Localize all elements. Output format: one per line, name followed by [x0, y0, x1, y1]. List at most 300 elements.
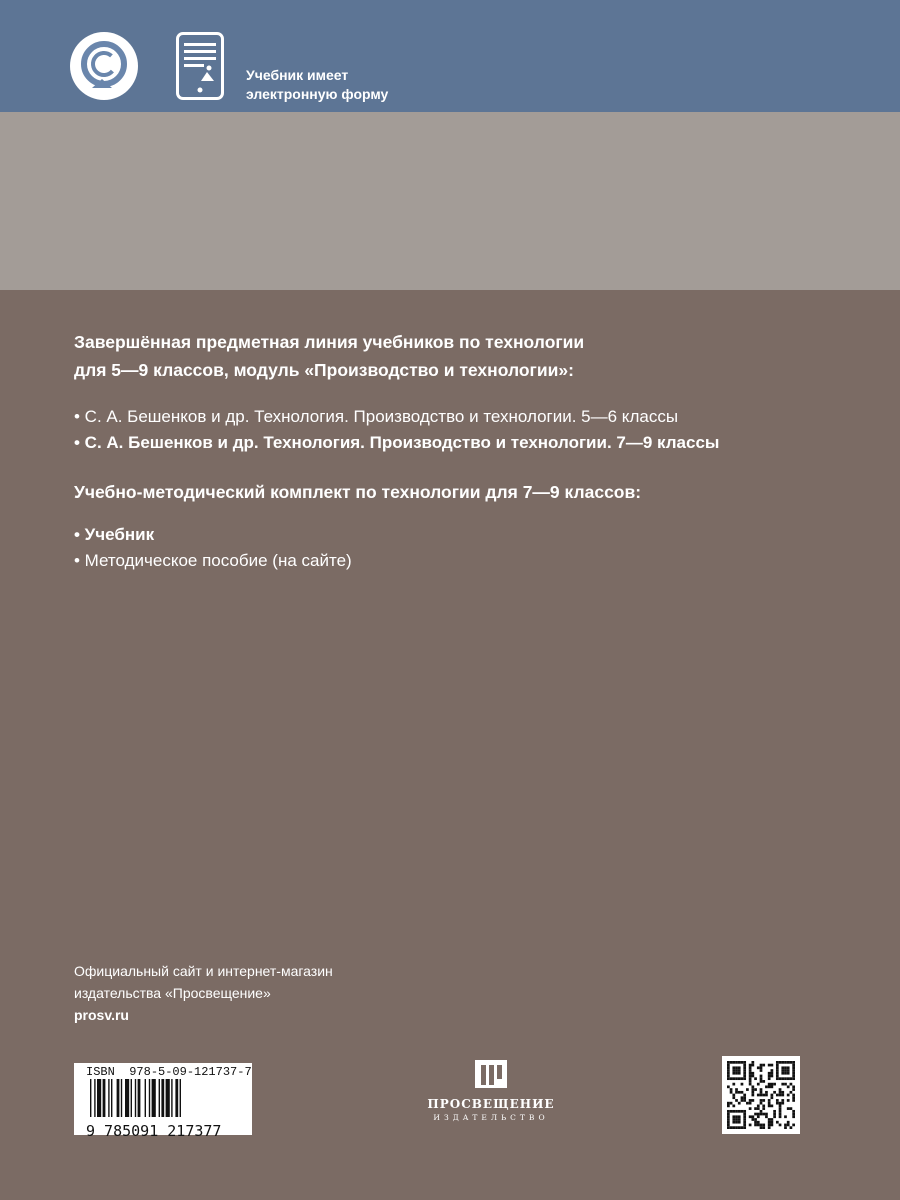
qr-cell	[751, 1118, 754, 1121]
kit-list	[74, 522, 854, 574]
qr-cell	[754, 1107, 757, 1110]
qr-cell	[749, 1077, 752, 1080]
qr-cell	[741, 1083, 744, 1086]
qr-cell	[762, 1124, 765, 1127]
qr-cell	[743, 1094, 746, 1097]
qr-finder-cell	[743, 1072, 746, 1075]
qr-cell	[765, 1091, 768, 1094]
qr-cell	[784, 1083, 787, 1086]
barcode-bar	[103, 1079, 106, 1117]
electronic-form-line-1: Учебник имеет	[246, 67, 349, 83]
qr-finder-cell	[784, 1077, 787, 1080]
qr-cell	[751, 1085, 754, 1088]
qr-finder-cell	[738, 1110, 741, 1113]
qr-cell	[776, 1102, 779, 1105]
qr-cell	[768, 1064, 771, 1067]
qr-finder-cell	[727, 1069, 730, 1072]
qr-finder-cell	[781, 1061, 784, 1064]
barcode-bar	[121, 1079, 122, 1117]
qr-cell	[751, 1091, 754, 1094]
qr-cell	[751, 1115, 754, 1118]
qr-finder-cell	[727, 1110, 730, 1113]
kit-heading: Учебно-методический комплект по технологии для 7—9 классов:	[74, 482, 642, 502]
qr-cell	[771, 1064, 774, 1067]
qr-cell	[771, 1072, 774, 1075]
qr-cell	[732, 1096, 735, 1099]
qr-finder-cell	[738, 1061, 741, 1064]
qr-cell	[727, 1102, 730, 1105]
qr-finder-cell	[790, 1077, 793, 1080]
qr-cell	[757, 1066, 760, 1069]
qr-cell	[760, 1094, 763, 1097]
qr-cell	[754, 1121, 757, 1124]
qr-cell	[768, 1102, 771, 1105]
qr-finder-cell	[738, 1118, 741, 1121]
qr-finder-cell	[787, 1061, 790, 1064]
qr-cell	[779, 1088, 782, 1091]
qr-cell	[760, 1077, 763, 1080]
qr-finder-cell	[732, 1066, 735, 1069]
qr-finder-cell	[779, 1077, 782, 1080]
qr-finder-cell	[727, 1113, 730, 1116]
qr-finder-cell	[738, 1077, 741, 1080]
publisher-logo	[406, 1060, 576, 1122]
qr-cell	[771, 1083, 774, 1086]
qr-cell	[787, 1094, 790, 1097]
qr-cell	[768, 1105, 771, 1108]
qr-finder-cell	[741, 1077, 744, 1080]
qr-finder-cell	[735, 1072, 738, 1075]
list-item: • С. А. Бешенков и др. Технология. Производство и технологии. 7—9 классы	[74, 433, 720, 452]
publisher-subtitle: ИЗДАТЕЛЬСТВО	[433, 1113, 549, 1122]
isbn-text	[86, 1065, 252, 1079]
qr-finder-cell	[776, 1064, 779, 1067]
publisher-name: ПРОСВЕЩЕНИЕ	[427, 1097, 555, 1111]
qr-cell	[749, 1083, 752, 1086]
qr-finder-cell	[732, 1115, 735, 1118]
qr-cell	[779, 1091, 782, 1094]
qr-cell	[765, 1094, 768, 1097]
qr-finder-cell	[743, 1113, 746, 1116]
qr-cell	[779, 1113, 782, 1116]
qr-finder-cell	[792, 1075, 795, 1078]
qr-cell	[784, 1115, 787, 1118]
series-heading	[74, 328, 854, 384]
qr-cell	[760, 1080, 763, 1083]
qr-cell	[762, 1099, 765, 1102]
qr-cell	[741, 1096, 744, 1099]
qr-finder-cell	[792, 1066, 795, 1069]
qr-cell	[781, 1083, 784, 1086]
qr-cell	[762, 1126, 765, 1129]
qr-finder-cell	[727, 1072, 730, 1075]
isbn-label: ISBN	[86, 1065, 115, 1079]
qr-cell	[779, 1124, 782, 1127]
site-url-link[interactable]: prosv.ru	[74, 1007, 129, 1023]
qr-finder-cell	[730, 1061, 733, 1064]
qr-cell	[749, 1075, 752, 1078]
qr-cell	[754, 1113, 757, 1116]
qr-cell	[732, 1105, 735, 1108]
qr-finder-cell	[776, 1066, 779, 1069]
list-item: • С. А. Бешенков и др. Технология. Производство и технологии. 5—6 классы	[74, 407, 679, 426]
qr-finder-cell	[727, 1121, 730, 1124]
qr-cell	[792, 1115, 795, 1118]
qr-cell	[790, 1107, 793, 1110]
qr-cell	[787, 1099, 790, 1102]
qr-finder-cell	[735, 1069, 738, 1072]
barcode-bar	[90, 1079, 91, 1117]
qr-finder-cell	[792, 1064, 795, 1067]
qr-finder-cell	[743, 1069, 746, 1072]
qr-finder-cell	[776, 1069, 779, 1072]
qr-finder-cell	[743, 1124, 746, 1127]
qr-cell	[760, 1110, 763, 1113]
qr-cell	[781, 1091, 784, 1094]
qr-cell	[735, 1091, 738, 1094]
qr-finder-cell	[730, 1110, 733, 1113]
qr-code-icon	[727, 1061, 795, 1129]
qr-cell	[773, 1115, 776, 1118]
qr-finder-cell	[741, 1110, 744, 1113]
qr-cell	[779, 1107, 782, 1110]
qr-finder-cell	[727, 1066, 730, 1069]
qr-cell	[762, 1107, 765, 1110]
qr-cell	[757, 1105, 760, 1108]
qr-finder-cell	[735, 1110, 738, 1113]
qr-cell	[787, 1124, 790, 1127]
tablet-icon	[176, 32, 224, 100]
qr-finder-cell	[727, 1077, 730, 1080]
qr-cell	[741, 1099, 744, 1102]
barcode-icon	[86, 1079, 246, 1117]
qr-cell	[743, 1096, 746, 1099]
qr-finder-cell	[784, 1066, 787, 1069]
qr-finder-cell	[738, 1072, 741, 1075]
qr-cell	[749, 1069, 752, 1072]
qr-cell	[771, 1105, 774, 1108]
qr-finder-cell	[743, 1061, 746, 1064]
qr-cell	[751, 1094, 754, 1097]
qr-cell	[760, 1091, 763, 1094]
barcode-bar	[94, 1079, 95, 1117]
barcode-bar	[180, 1079, 181, 1117]
qr-cell	[765, 1113, 768, 1116]
qr-cell	[773, 1110, 776, 1113]
qr-finder-cell	[732, 1072, 735, 1075]
barcode-bar	[138, 1079, 141, 1117]
qr-cell	[754, 1077, 757, 1080]
qr-cell	[787, 1085, 790, 1088]
qr-cell	[749, 1115, 752, 1118]
qr-cell	[762, 1064, 765, 1067]
qr-cell	[790, 1091, 793, 1094]
qr-cell	[749, 1064, 752, 1067]
qr-cell	[749, 1099, 752, 1102]
qr-cell	[743, 1099, 746, 1102]
barcode-bar	[135, 1079, 136, 1117]
qr-finder-cell	[743, 1075, 746, 1078]
qr-cell	[776, 1099, 779, 1102]
qr-finder-cell	[790, 1061, 793, 1064]
qr-finder-cell	[735, 1126, 738, 1129]
qr-cell	[762, 1094, 765, 1097]
qr-finder-cell	[730, 1126, 733, 1129]
qr-cell	[757, 1094, 760, 1097]
qr-cell	[779, 1102, 782, 1105]
qr-cell	[735, 1088, 738, 1091]
isbn-number: 978-5-09-121737-7	[129, 1065, 252, 1079]
qr-cell	[771, 1094, 774, 1097]
qr-cell	[760, 1064, 763, 1067]
qr-finder-cell	[738, 1121, 741, 1124]
qr-cell	[771, 1075, 774, 1078]
qr-finder-cell	[743, 1121, 746, 1124]
qr-cell	[779, 1105, 782, 1108]
barcode-bar	[161, 1079, 164, 1117]
qr-cell	[765, 1115, 768, 1118]
qr-cell	[768, 1083, 771, 1086]
qr-cell	[768, 1072, 771, 1075]
qr-cell	[773, 1113, 776, 1116]
qr-finder-cell	[787, 1069, 790, 1072]
qr-cell	[751, 1075, 754, 1078]
qr-cell	[732, 1094, 735, 1097]
qr-finder-cell	[792, 1069, 795, 1072]
qr-cell	[781, 1102, 784, 1105]
qr-finder-cell	[738, 1115, 741, 1118]
qr-finder-cell	[732, 1061, 735, 1064]
qr-cell	[768, 1077, 771, 1080]
qr-cell	[754, 1088, 757, 1091]
qr-cell	[768, 1118, 771, 1121]
qr-finder-cell	[735, 1121, 738, 1124]
qr-cell	[779, 1115, 782, 1118]
qr-cell	[730, 1102, 733, 1105]
qr-cell	[790, 1083, 793, 1086]
barcode-bar	[111, 1079, 112, 1117]
series-heading-line-2: для 5—9 классов, модуль «Производство и технологии»:	[74, 360, 574, 380]
qr-finder-cell	[738, 1066, 741, 1069]
qr-cell	[768, 1075, 771, 1078]
qr-finder-cell	[727, 1075, 730, 1078]
qr-cell	[771, 1069, 774, 1072]
qr-cell	[757, 1083, 760, 1086]
barcode-bar	[149, 1079, 150, 1117]
qr-cell	[760, 1075, 763, 1078]
barcode-bar	[108, 1079, 109, 1117]
qr-cell	[730, 1088, 733, 1091]
qr-cell	[781, 1094, 784, 1097]
qr-cell	[749, 1080, 752, 1083]
qr-cell	[787, 1107, 790, 1110]
qr-finder-cell	[784, 1072, 787, 1075]
qr-finder-cell	[743, 1110, 746, 1113]
qr-finder-cell	[735, 1077, 738, 1080]
qr-cell	[760, 1102, 763, 1105]
barcode-bar	[175, 1079, 178, 1117]
qr-finder-cell	[784, 1061, 787, 1064]
qr-finder-cell	[787, 1072, 790, 1075]
qr-finder-cell	[784, 1069, 787, 1072]
qr-finder-cell	[776, 1077, 779, 1080]
qr-cell	[760, 1113, 763, 1116]
qr-finder-cell	[727, 1115, 730, 1118]
qr-cell	[762, 1080, 765, 1083]
qr-cell	[760, 1124, 763, 1127]
publisher-emblem-icon	[473, 1060, 509, 1088]
qr-cell	[784, 1126, 787, 1129]
qr-cell	[751, 1099, 754, 1102]
series-list	[74, 404, 854, 456]
qr-cell	[779, 1094, 782, 1097]
qr-cell	[771, 1085, 774, 1088]
barcode-bar	[171, 1079, 172, 1117]
grey-band	[0, 112, 900, 290]
qr-finder-cell	[781, 1077, 784, 1080]
qr-finder-cell	[735, 1115, 738, 1118]
qr-cell	[781, 1099, 784, 1102]
qr-cell	[762, 1113, 765, 1116]
qr-cell	[771, 1124, 774, 1127]
barcode-bar	[166, 1079, 170, 1117]
qr-finder-cell	[781, 1069, 784, 1072]
qr-finder-cell	[727, 1126, 730, 1129]
qr-cell	[738, 1102, 741, 1105]
qr-finder-cell	[727, 1118, 730, 1121]
qr-cell	[760, 1099, 763, 1102]
qr-cell	[773, 1091, 776, 1094]
qr-cell	[792, 1124, 795, 1127]
qr-cell	[773, 1083, 776, 1086]
isbn-barcode	[74, 1063, 252, 1140]
qr-cell	[792, 1094, 795, 1097]
qr-finder-cell	[776, 1075, 779, 1078]
qr-finder-cell	[727, 1064, 730, 1067]
qr-cell	[760, 1088, 763, 1091]
qr-finder-cell	[732, 1077, 735, 1080]
qr-cell	[787, 1121, 790, 1124]
barcode-bar	[125, 1079, 129, 1117]
qr-finder-cell	[741, 1126, 744, 1129]
publisher-site-info	[74, 960, 333, 1026]
qr-cell	[757, 1113, 760, 1116]
qr-finder-cell	[732, 1121, 735, 1124]
barcode-bar	[97, 1079, 101, 1117]
qr-cell	[749, 1107, 752, 1110]
qr-finder-cell	[792, 1072, 795, 1075]
qr-finder-cell	[732, 1118, 735, 1121]
list-item: • Методическое пособие (на сайте)	[74, 551, 352, 570]
qr-cell	[751, 1072, 754, 1075]
electronic-form-label	[246, 66, 388, 104]
qr-cell	[760, 1069, 763, 1072]
qr-finder-cell	[741, 1061, 744, 1064]
qr-finder-cell	[743, 1126, 746, 1129]
qr-cell	[749, 1102, 752, 1105]
qr-cell	[754, 1118, 757, 1121]
qr-finder-cell	[781, 1072, 784, 1075]
qr-finder-cell	[792, 1061, 795, 1064]
qr-cell	[757, 1115, 760, 1118]
qr-cell	[771, 1121, 774, 1124]
qr-cell	[738, 1091, 741, 1094]
qr-cell	[768, 1124, 771, 1127]
qr-cell	[757, 1124, 760, 1127]
barcode-bar	[117, 1079, 120, 1117]
qr-cell	[730, 1091, 733, 1094]
qr-cell	[768, 1099, 771, 1102]
qr-cell	[768, 1121, 771, 1124]
qr-cell	[746, 1088, 749, 1091]
qr-cell	[751, 1061, 754, 1064]
qr-cell	[792, 1110, 795, 1113]
qr-cell	[727, 1085, 730, 1088]
qr-cell	[784, 1124, 787, 1127]
qr-cell	[741, 1091, 744, 1094]
qr-cell	[760, 1066, 763, 1069]
qr-cell	[749, 1066, 752, 1069]
qr-cell	[754, 1124, 757, 1127]
qr-code[interactable]	[722, 1056, 800, 1134]
qr-finder-cell	[738, 1069, 741, 1072]
qr-cell	[792, 1113, 795, 1116]
qr-finder-cell	[781, 1066, 784, 1069]
qr-finder-cell	[730, 1077, 733, 1080]
qr-cell	[732, 1083, 735, 1086]
qr-cell	[762, 1105, 765, 1108]
qr-cell	[792, 1096, 795, 1099]
qr-finder-cell	[743, 1066, 746, 1069]
qr-cell	[751, 1064, 754, 1067]
qr-cell	[749, 1124, 752, 1127]
qr-finder-cell	[792, 1077, 795, 1080]
copyright-logo-icon	[70, 32, 138, 100]
qr-cell	[746, 1102, 749, 1105]
qr-finder-cell	[732, 1069, 735, 1072]
barcode-digits: 9 785091 217377	[86, 1122, 222, 1140]
list-item: • Учебник	[74, 525, 155, 544]
electronic-form-line-2: электронную форму	[246, 86, 389, 102]
qr-cell	[790, 1126, 793, 1129]
qr-cell	[757, 1107, 760, 1110]
qr-finder-cell	[743, 1115, 746, 1118]
cover-text	[74, 328, 854, 574]
qr-cell	[757, 1121, 760, 1124]
qr-cell	[768, 1085, 771, 1088]
qr-cell	[776, 1121, 779, 1124]
qr-cell	[751, 1088, 754, 1091]
qr-finder-cell	[743, 1118, 746, 1121]
qr-cell	[760, 1126, 763, 1129]
qr-cell	[792, 1099, 795, 1102]
qr-finder-cell	[743, 1077, 746, 1080]
qr-finder-cell	[776, 1061, 779, 1064]
qr-cell	[771, 1118, 774, 1121]
qr-finder-cell	[738, 1126, 741, 1129]
qr-finder-cell	[732, 1126, 735, 1129]
qr-cell	[792, 1088, 795, 1091]
qr-cell	[765, 1085, 768, 1088]
qr-cell	[779, 1110, 782, 1113]
qr-finder-cell	[743, 1064, 746, 1067]
qr-cell	[792, 1085, 795, 1088]
qr-cell	[735, 1099, 738, 1102]
qr-cell	[768, 1126, 771, 1129]
barcode-bar	[145, 1079, 146, 1117]
qr-finder-cell	[727, 1124, 730, 1127]
barcode-bar	[159, 1079, 160, 1117]
